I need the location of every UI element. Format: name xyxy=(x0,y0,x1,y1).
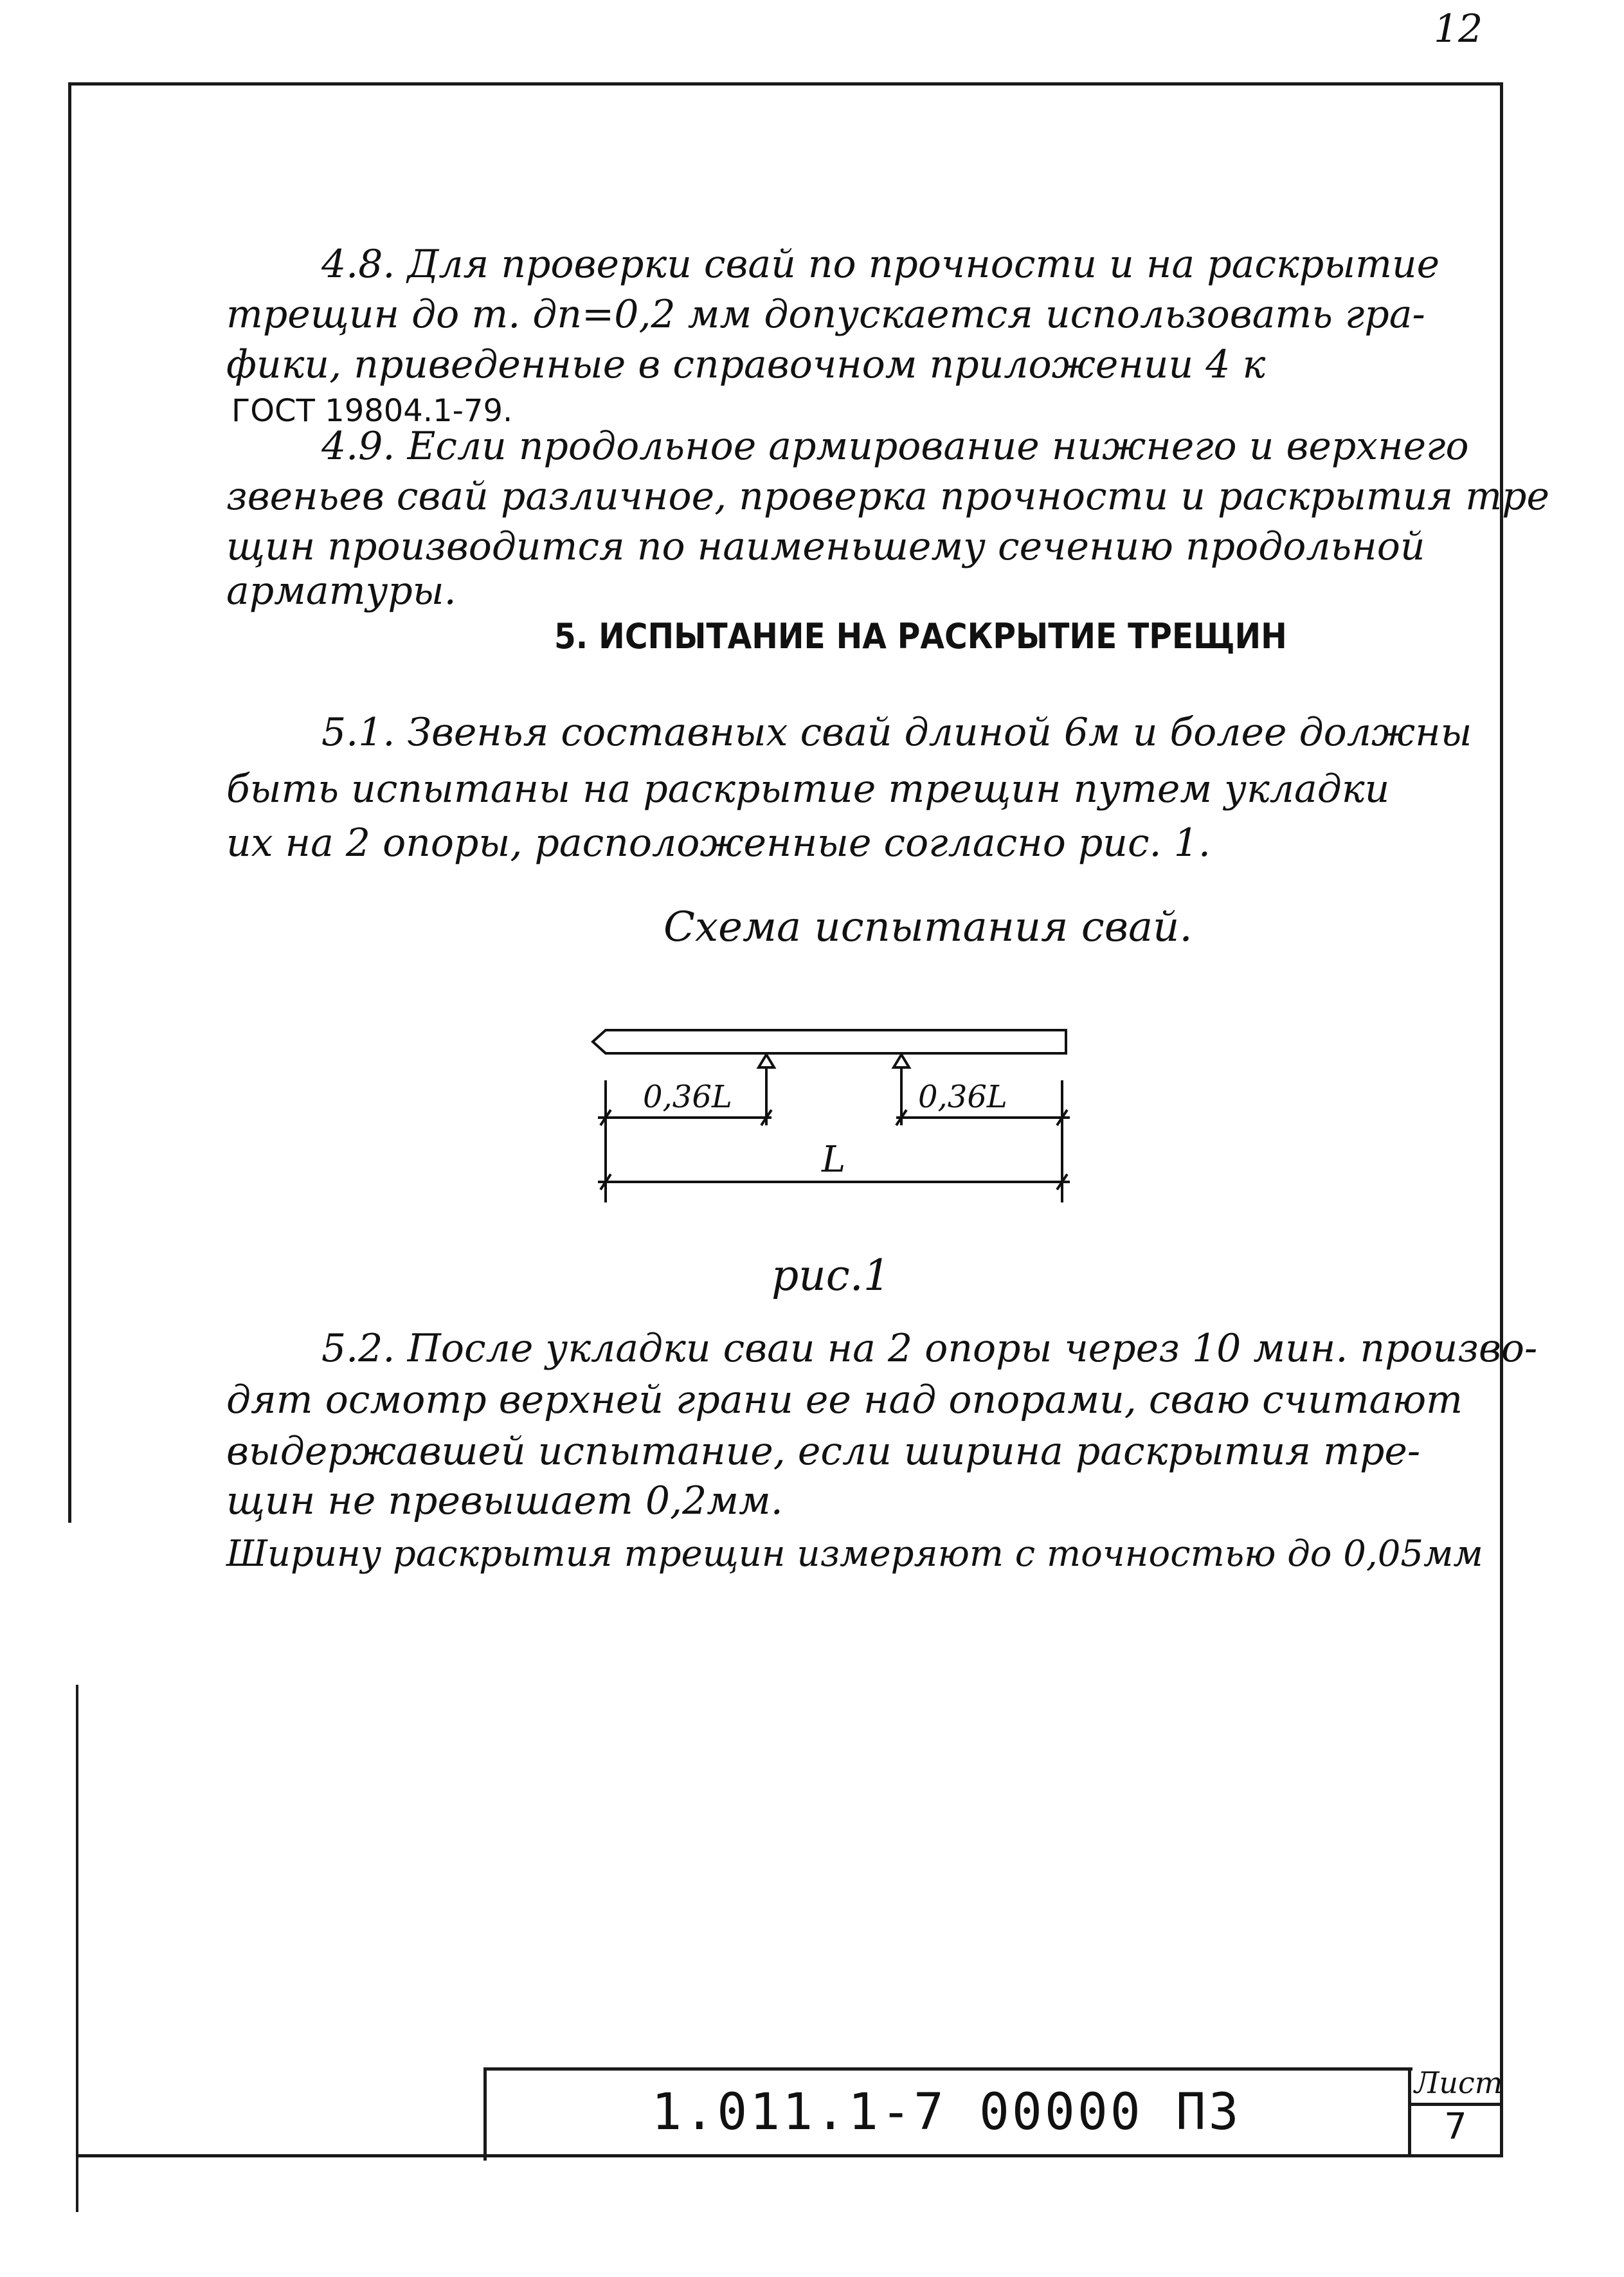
text-line: ГОСТ 19804.1-79. xyxy=(231,393,513,429)
text-line: 5.2. После укладки сваи на 2 опоры через 10 мин. произво- xyxy=(321,1326,1538,1371)
text-line: 4.9. Если продольное армирование нижнего и верхнего xyxy=(321,424,1469,469)
text-line: выдержавшей испытание, если ширина раскрытия тре- xyxy=(226,1429,1421,1474)
page-corner-number: 12 xyxy=(1434,6,1483,51)
pile-shape xyxy=(593,1030,1066,1053)
figure-caption: рис.1 xyxy=(771,1251,890,1300)
text-line: фики, приведенные в справочном приложении 4 к xyxy=(226,342,1266,387)
text-line: щин не превышает 0,2мм. xyxy=(226,1478,783,1523)
dim-label-left: 0,36L xyxy=(643,1079,732,1115)
support-left-icon xyxy=(759,1055,774,1067)
sheet-number: 7 xyxy=(1444,2106,1467,2148)
text-line: щин производится по наименьшему сечению продольной xyxy=(226,524,1425,569)
text-line: трещин до т. дп=0,2 мм допускается использовать гра- xyxy=(226,292,1425,337)
text-line: 5.1. Звенья составных свай длиной 6м и более должны xyxy=(321,710,1472,755)
text-line: быть испытаны на раскрытие трещин путем укладки xyxy=(226,767,1390,812)
sheet-label: Лист xyxy=(1414,2065,1503,2100)
text-line: звеньев свай различное, проверка прочности и раскрытия тре xyxy=(226,474,1550,519)
scheme-title: Схема испытания свай. xyxy=(663,903,1193,951)
dim-label-total: L xyxy=(822,1139,846,1181)
text-line: 4.8. Для проверки свай по прочности и на раскрытие xyxy=(321,242,1440,287)
dim-label-right: 0,36L xyxy=(918,1079,1007,1115)
text-line: арматуры. xyxy=(226,568,456,613)
support-right-icon xyxy=(894,1055,909,1067)
document-code: 1.011.1-7 00000 П3 xyxy=(651,2083,1241,2141)
paragraph-measurement: Ширину раскрытия трещин измеряют с точностью до 0,05мм xyxy=(226,1533,1483,1575)
section-heading: 5. ИСПЫТАНИЕ НА РАСКРЫТИЕ ТРЕЩИН xyxy=(554,616,1287,657)
text-line: дят осмотр верхней грани ее над опорами, сваю считают xyxy=(226,1377,1463,1422)
text-line: их на 2 опоры, расположенные согласно рис. 1. xyxy=(226,821,1211,866)
